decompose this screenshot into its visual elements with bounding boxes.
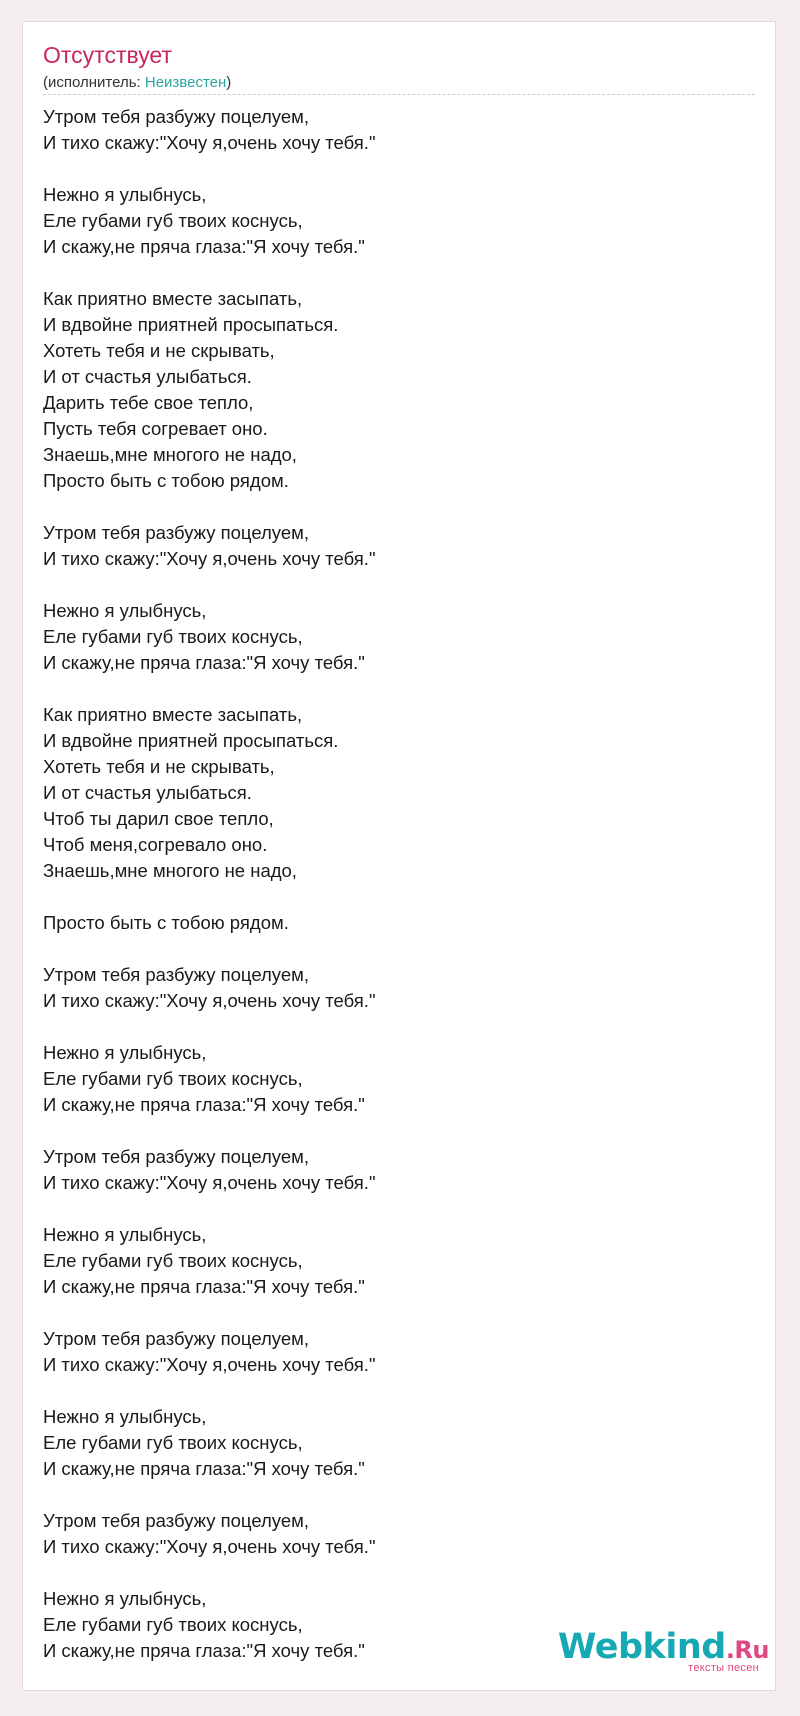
lyric-line: И скажу,не пряча глаза:"Я хочу тебя." (43, 652, 365, 673)
lyric-line: Еле губами губ твоих коснусь, (43, 1068, 303, 1089)
site-logo[interactable] (557, 1627, 769, 1674)
lyric-line: Утром тебя разбужу поцелуем, (43, 522, 309, 543)
lyric-line: Чтоб меня,согревало оно. (43, 834, 268, 855)
lyric-line: Нежно я улыбнусь, (43, 1042, 207, 1063)
stanza (43, 182, 743, 260)
lyrics-card (22, 21, 776, 1691)
stanza (43, 286, 743, 494)
lyric-line: Чтоб ты дарил свое тепло, (43, 808, 274, 829)
artist-line (43, 74, 231, 92)
stanza (43, 1040, 743, 1118)
artist-link[interactable]: Неизвестен (144, 74, 227, 91)
lyric-line: Еле губами губ твоих коснусь, (43, 1250, 303, 1271)
lyric-line: Как приятно вместе засыпать, (43, 288, 303, 309)
lyric-line: И скажу,не пряча глаза:"Я хочу тебя." (43, 1458, 365, 1479)
stanza (43, 1222, 743, 1300)
title-divider (43, 94, 755, 95)
lyric-line: Нежно я улыбнусь, (43, 1406, 207, 1427)
lyric-line: Хотеть тебя и не скрывать, (43, 756, 275, 777)
lyric-line: Утром тебя разбужу поцелуем, (43, 1146, 309, 1167)
lyric-line: Нежно я улыбнусь, (43, 600, 207, 621)
artist-prefix: (исполнитель: (43, 74, 145, 91)
lyric-line: Утром тебя разбужу поцелуем, (43, 1510, 309, 1531)
lyric-line: И скажу,не пряча глаза:"Я хочу тебя." (43, 236, 365, 257)
lyric-line: И тихо скажу:"Хочу я,очень хочу тебя." (43, 1536, 376, 1557)
lyric-line: Еле губами губ твоих коснусь, (43, 626, 303, 647)
lyric-line: Хотеть тебя и не скрывать, (43, 340, 275, 361)
lyric-line: И тихо скажу:"Хочу я,очень хочу тебя." (43, 990, 376, 1011)
stanza (43, 520, 743, 572)
lyric-line: И тихо скажу:"Хочу я,очень хочу тебя." (43, 132, 376, 153)
lyric-line: Как приятно вместе засыпать, (43, 704, 303, 725)
lyric-line: И тихо скажу:"Хочу я,очень хочу тебя." (43, 548, 376, 569)
lyric-line: Утром тебя разбужу поцелуем, (43, 964, 309, 985)
lyric-line: Еле губами губ твоих коснусь, (43, 1432, 303, 1453)
lyric-line: И вдвойне приятней просыпаться. (43, 730, 339, 751)
logo-tagline: тексты песен (688, 1662, 759, 1674)
logo-wordmark (557, 1627, 769, 1667)
logo-name: Webkind (557, 1627, 726, 1667)
stanza (43, 1508, 743, 1560)
lyric-line: Еле губами губ твоих коснусь, (43, 1614, 303, 1635)
lyric-line: Нежно я улыбнусь, (43, 184, 207, 205)
stanza (43, 598, 743, 676)
artist-suffix: ) (226, 74, 232, 91)
lyric-line: И скажу,не пряча глаза:"Я хочу тебя." (43, 1276, 365, 1297)
lyric-line: И скажу,не пряча глаза:"Я хочу тебя." (43, 1640, 365, 1661)
lyric-line: Знаешь,мне многого не надо, (43, 860, 297, 881)
song-title: Отсутствует (43, 42, 172, 68)
lyric-line: Просто быть с тобою рядом. (43, 912, 289, 933)
lyric-line: Знаешь,мне многого не надо, (43, 444, 297, 465)
stanza (43, 702, 743, 884)
lyric-line: Пусть тебя согревает оно. (43, 418, 268, 439)
lyrics-text (43, 104, 743, 1690)
lyric-line: Нежно я улыбнусь, (43, 1224, 207, 1245)
stanza (43, 104, 743, 156)
stanza (43, 1404, 743, 1482)
lyric-line: И скажу,не пряча глаза:"Я хочу тебя." (43, 1094, 365, 1115)
stanza (43, 1144, 743, 1196)
lyric-line: И вдвойне приятней просыпаться. (43, 314, 339, 335)
lyric-line: И от счастья улыбаться. (43, 782, 252, 803)
stanza (43, 910, 743, 936)
lyric-line: И от счастья улыбаться. (43, 366, 252, 387)
lyric-line: Просто быть с тобою рядом. (43, 470, 289, 491)
stanza (43, 962, 743, 1014)
lyric-line: И тихо скажу:"Хочу я,очень хочу тебя." (43, 1172, 376, 1193)
lyric-line: Еле губами губ твоих коснусь, (43, 210, 303, 231)
lyric-line: Нежно я улыбнусь, (43, 1588, 207, 1609)
stanza (43, 1326, 743, 1378)
lyric-line: Утром тебя разбужу поцелуем, (43, 106, 309, 127)
lyric-line: И тихо скажу:"Хочу я,очень хочу тебя." (43, 1354, 376, 1375)
lyric-line: Дарить тебе свое тепло, (43, 392, 254, 413)
lyric-line: Утром тебя разбужу поцелуем, (43, 1328, 309, 1349)
logo-domain: .Ru (725, 1636, 769, 1664)
